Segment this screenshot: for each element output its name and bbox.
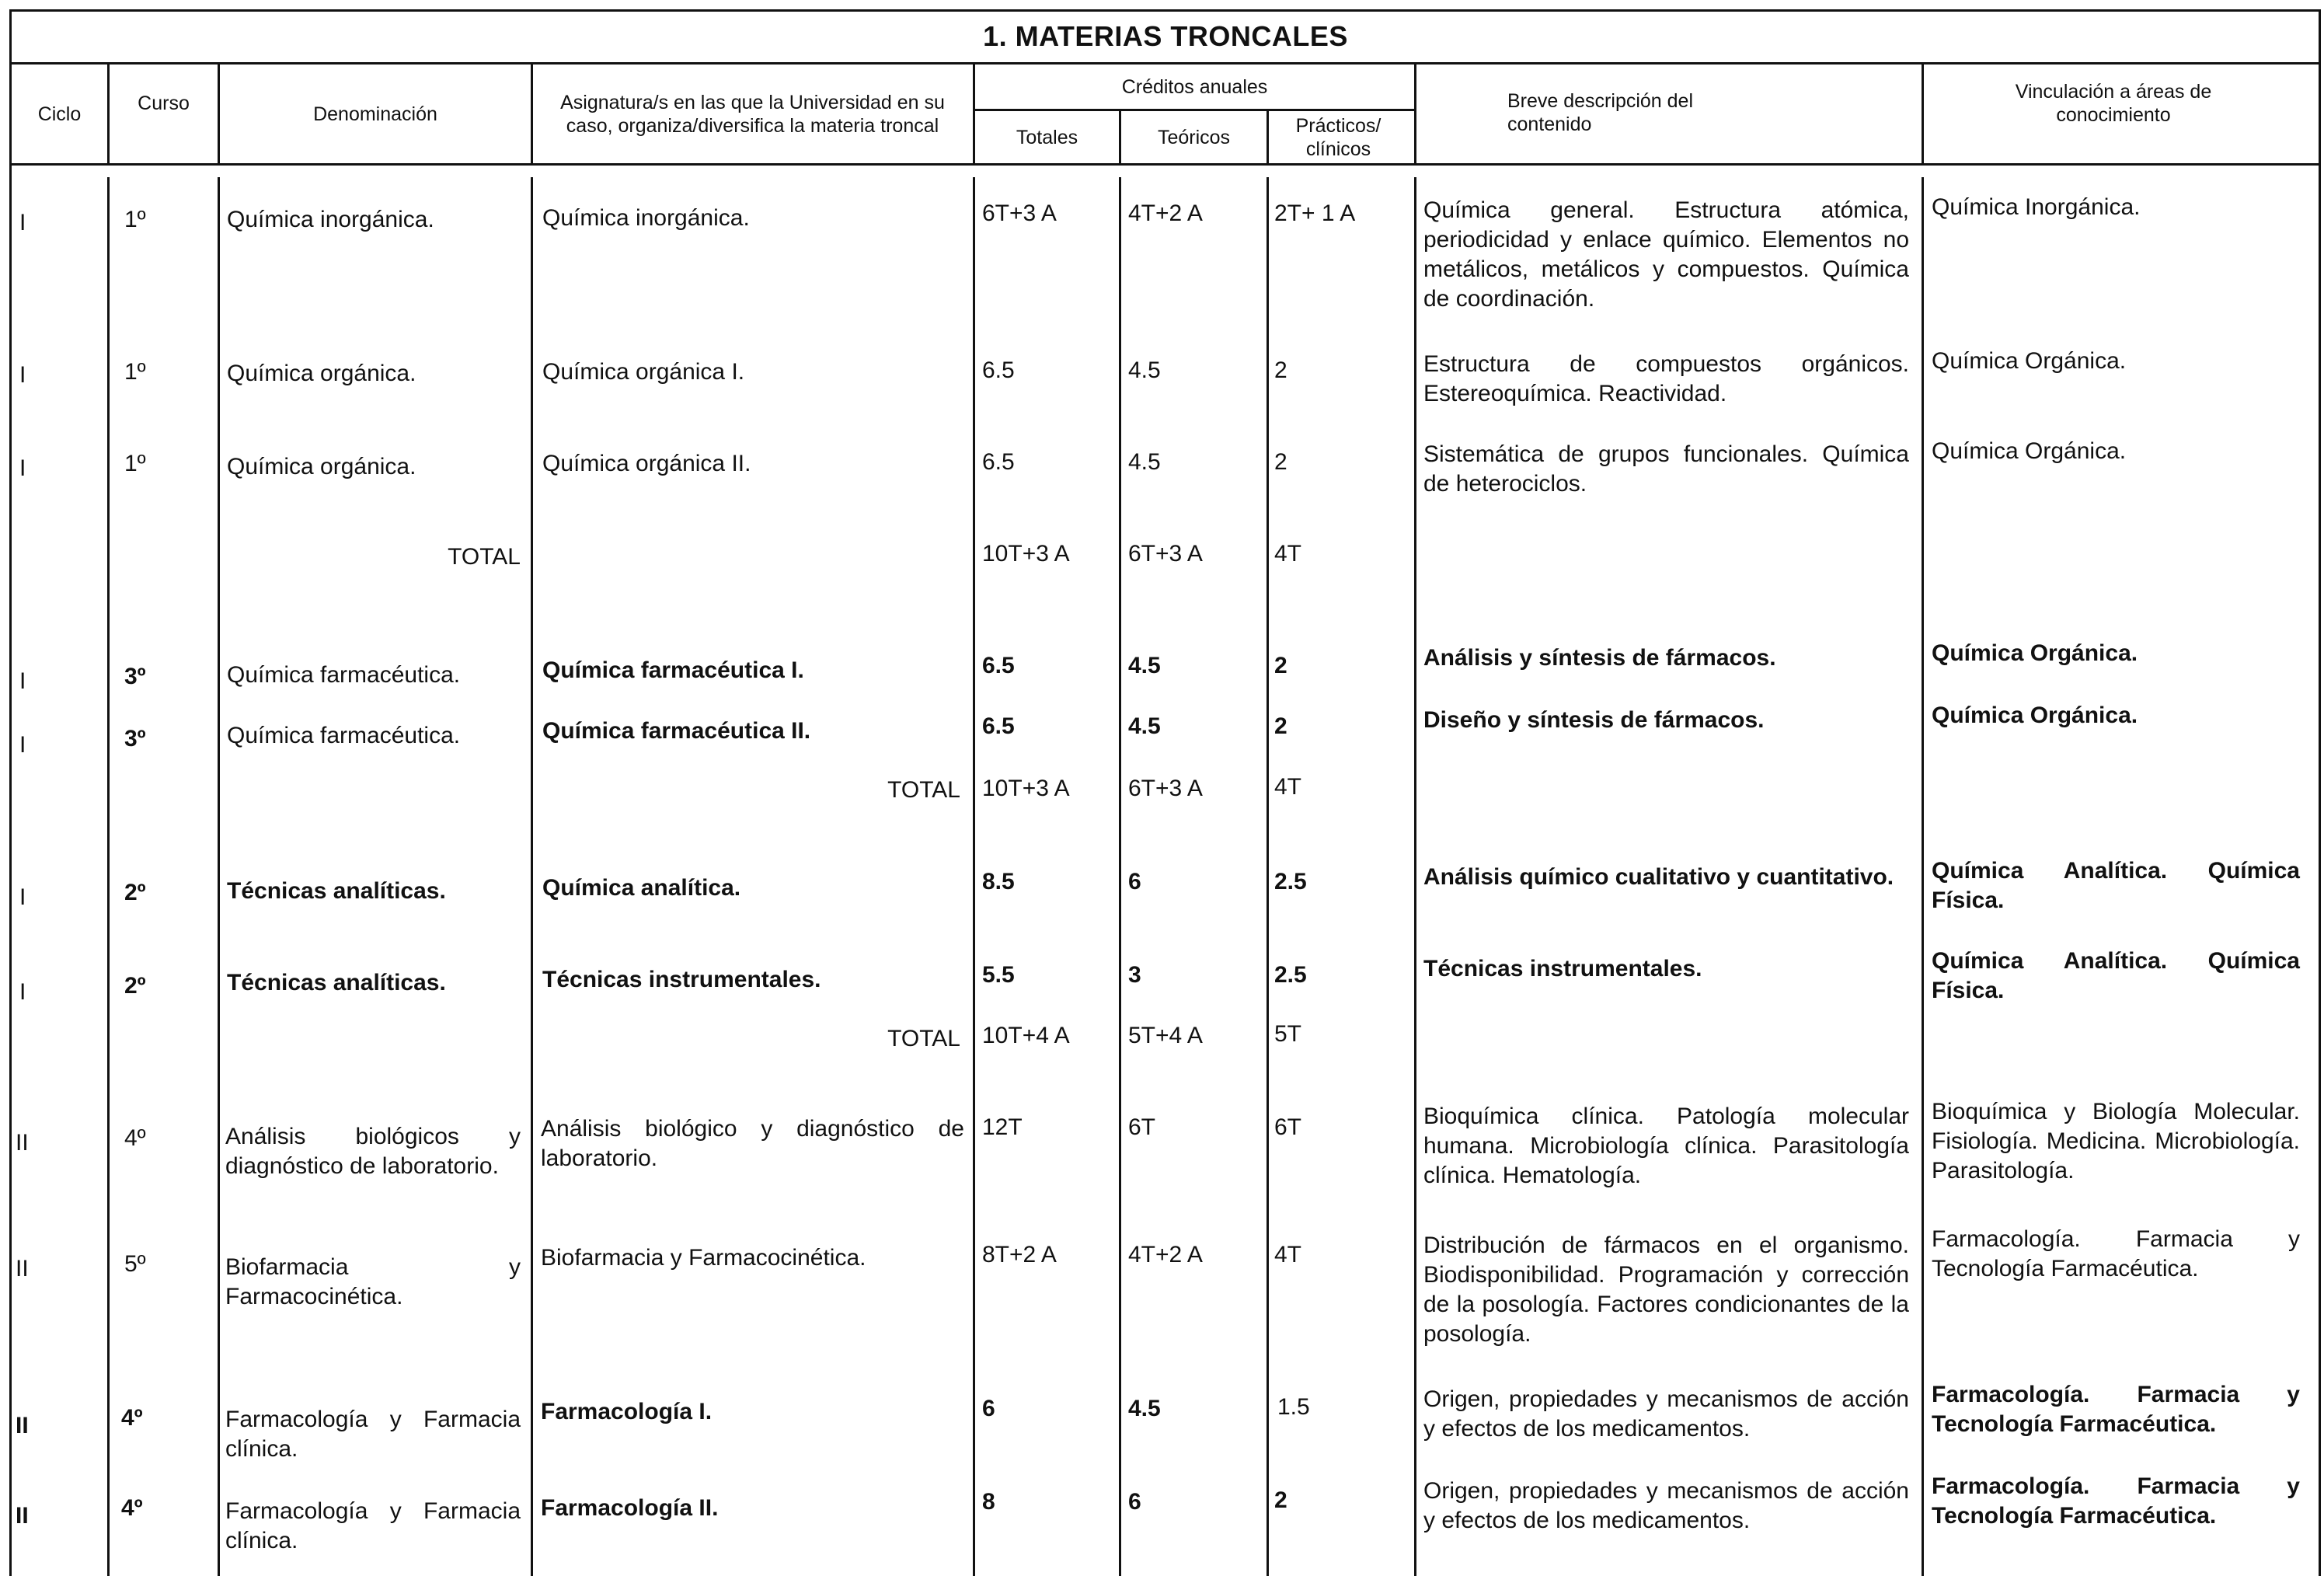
header-asignaturas: Asignatura/s en las que la Universidad en su caso, organiza/diversifica la materia troncal — [560, 92, 945, 137]
row-11-ciclo: II — [16, 1130, 29, 1156]
col-line-7 — [1414, 177, 1416, 1576]
row-9-denominacion: Técnicas analíticas. — [227, 970, 446, 995]
row-6-teoricos: 4.5 — [1128, 713, 1161, 739]
row-1-denominacion: Química inorgánica. — [227, 207, 434, 232]
row-11-descripcion: Bioquímica clínica. Patología molecular humana. Microbiología clínica. Parasitología clínica. Hematología. — [1423, 1104, 1909, 1188]
total-3-totales: 10T+4 A — [982, 1023, 1070, 1048]
row-3-curso: 1º — [124, 451, 146, 476]
row-11-denominacion: Análisis biológicos y diagnóstico de laboratorio. — [225, 1124, 521, 1179]
row-8-practicos: 2.5 — [1274, 869, 1307, 894]
row-14-practicos: 2 — [1274, 1487, 1287, 1513]
row-9-practicos: 2.5 — [1274, 962, 1307, 988]
row-8-vinculacion: Química Analítica. Química Física. — [1932, 858, 2300, 913]
row-3-teoricos: 4.5 — [1128, 449, 1161, 475]
row-14-totales: 8 — [982, 1489, 995, 1515]
row-5-asignatura: Química farmacéutica I. — [542, 657, 804, 683]
row-12-descripcion: Distribución de fármacos en el organismo. Biodisponibilidad. Programación y corrección de la posología. Factores condicionantes de la posología. — [1423, 1233, 1909, 1347]
frame-right — [2319, 9, 2321, 1576]
col-line-4 — [973, 177, 975, 1576]
row-1-totales: 6T+3 A — [982, 200, 1057, 226]
row-12-ciclo: II — [16, 1256, 29, 1281]
row-6-curso: 3º — [124, 726, 146, 751]
row-3-denominacion: Química orgánica. — [227, 454, 416, 479]
row-2-asignatura: Química orgánica I. — [542, 359, 745, 385]
row-6-denominacion: Química farmacéutica. — [227, 723, 461, 748]
row-8-descripcion: Análisis químico cualitativo y cuantitativo. — [1423, 864, 1894, 890]
row-11-teoricos: 6T — [1128, 1114, 1156, 1140]
col-line-1 — [107, 177, 110, 1576]
row-12-vinculacion: Farmacología. Farmacia y Tecnología Farmacéutica. — [1932, 1226, 2300, 1281]
row-5-totales: 6.5 — [982, 653, 1015, 678]
row-13-totales: 6 — [982, 1396, 995, 1421]
row-9-asignatura: Técnicas instrumentales. — [542, 967, 821, 992]
total-2-label: TOTAL — [887, 777, 960, 803]
row-1-vinculacion: Química Inorgánica. — [1932, 194, 2141, 220]
row-13-ciclo: II — [16, 1413, 29, 1438]
total-1-teoricos: 6T+3 A — [1128, 541, 1203, 567]
table-title: 1. MATERIAS TRONCALES — [983, 20, 1348, 52]
row-9-ciclo: I — [19, 979, 26, 1005]
row-14-ciclo: II — [16, 1503, 29, 1529]
row-11-asignatura: Análisis biológico y diagnóstico de laboratorio. — [541, 1116, 964, 1171]
row-1-teoricos: 4T+2 A — [1128, 200, 1203, 226]
row-11-vinculacion: Bioquímica y Biología Molecular. Fisiología. Medicina. Microbiología. Parasitología. — [1932, 1099, 2300, 1184]
row-9-descripcion: Técnicas instrumentales. — [1423, 956, 1702, 982]
row-13-denominacion: Farmacología y Farmacia clínica. — [225, 1407, 521, 1462]
col-line-5 — [1119, 177, 1121, 1576]
row-13-teoricos: 4.5 — [1128, 1396, 1161, 1421]
col-line-2 — [218, 177, 220, 1576]
row-13-descripcion: Origen, propiedades y mecanismos de acción y efectos de los medicamentos. — [1423, 1386, 1909, 1442]
row-1-practicos: 2T+ 1 A — [1274, 200, 1356, 226]
row-8-totales: 8.5 — [982, 869, 1015, 894]
row-3-descripcion: Sistemática de grupos funcionales. Química de heterociclos. — [1423, 441, 1909, 497]
row-14-descripcion: Origen, propiedades y mecanismos de acción y efectos de los medicamentos. — [1423, 1478, 1909, 1533]
row-6-asignatura: Química farmacéutica II. — [542, 718, 811, 744]
row-12-totales: 8T+2 A — [982, 1242, 1057, 1267]
row-2-vinculacion: Química Orgánica. — [1932, 348, 2127, 374]
row-5-teoricos: 4.5 — [1128, 653, 1161, 678]
row-5-practicos: 2 — [1274, 653, 1287, 678]
row-11-totales: 12T — [982, 1114, 1023, 1140]
row-14-asignatura: Farmacología II. — [541, 1495, 719, 1521]
row-14-denominacion: Farmacología y Farmacia clínica. — [225, 1498, 521, 1553]
row-13-vinculacion: Farmacología. Farmacia y Tecnología Farmacéutica. — [1932, 1382, 2300, 1437]
row-1-descripcion: Química general. Estructura atómica, periodicidad y enlace químico. Elementos no metálicos, metálicos y compuestos. Química de coordinación. — [1423, 197, 1909, 312]
row-11-practicos: 6T — [1274, 1114, 1302, 1140]
header-practicos: Prácticos/ clínicos — [1295, 114, 1382, 160]
header-curso: Curso — [138, 92, 190, 114]
row-14-curso: 4º — [121, 1495, 143, 1521]
row-13-asignatura: Farmacología I. — [541, 1399, 713, 1424]
total-2-teoricos: 6T+3 A — [1128, 776, 1203, 801]
row-12-teoricos: 4T+2 A — [1128, 1242, 1203, 1267]
row-3-totales: 6.5 — [982, 449, 1015, 475]
row-8-curso: 2º — [124, 880, 146, 905]
total-3-teoricos: 5T+4 A — [1128, 1023, 1203, 1048]
header-teoricos: Teóricos — [1157, 126, 1231, 148]
row-12-practicos: 4T — [1274, 1242, 1302, 1267]
total-2-practicos: 4T — [1274, 774, 1302, 800]
row-2-teoricos: 4.5 — [1128, 357, 1161, 383]
row-13-curso: 4º — [121, 1405, 143, 1431]
row-2-practicos: 2 — [1274, 357, 1287, 383]
hdr-col-line-3 — [531, 62, 533, 166]
row-2-ciclo: I — [19, 362, 26, 388]
hdr-col-line-6 — [1267, 109, 1269, 166]
row-5-denominacion: Química farmacéutica. — [227, 662, 461, 688]
row-2-curso: 1º — [124, 359, 146, 385]
total-1-practicos: 4T — [1274, 541, 1302, 567]
row-5-ciclo: I — [19, 668, 26, 694]
row-6-vinculacion: Química Orgánica. — [1932, 703, 2138, 728]
row-5-descripcion: Análisis y síntesis de fármacos. — [1423, 645, 1776, 671]
total-1-totales: 10T+3 A — [982, 541, 1070, 567]
total-3-practicos: 5T — [1274, 1021, 1302, 1047]
row-6-practicos: 2 — [1274, 713, 1287, 739]
row-9-curso: 2º — [124, 973, 146, 999]
total-2-totales: 10T+3 A — [982, 776, 1070, 801]
row-9-totales: 5.5 — [982, 962, 1015, 988]
row-8-teoricos: 6 — [1128, 869, 1141, 894]
row-5-curso: 3º — [124, 664, 146, 689]
row-12-denominacion: Biofarmacia y Farmacocinética. — [225, 1254, 521, 1309]
row-9-vinculacion: Química Analítica. Química Física. — [1932, 948, 2300, 1003]
row-14-vinculacion: Farmacología. Farmacia y Tecnología Farmacéutica. — [1932, 1473, 2300, 1529]
row-2-totales: 6.5 — [982, 357, 1015, 383]
row-9-teoricos: 3 — [1128, 962, 1141, 988]
row-1-asignatura: Química inorgánica. — [542, 205, 750, 231]
hdr-col-line-7 — [1414, 62, 1416, 166]
row-2-denominacion: Química orgánica. — [227, 361, 416, 386]
header-vinculacion: Vinculación a áreas de conocimiento — [2015, 81, 2212, 126]
frame-left — [9, 9, 12, 1576]
col-line-3 — [531, 177, 533, 1576]
header-descripcion: Breve descripción del contenido — [1507, 90, 1694, 135]
header-ciclo: Ciclo — [37, 103, 82, 125]
header-bottom-line — [9, 163, 2321, 166]
header-totales: Totales — [1016, 126, 1078, 148]
row-12-curso: 5º — [124, 1251, 146, 1277]
hdr-col-line-8 — [1922, 62, 1924, 166]
row-3-ciclo: I — [19, 455, 26, 481]
row-8-asignatura: Química analítica. — [542, 875, 741, 901]
row-6-ciclo: I — [19, 732, 26, 758]
row-13-practicos: 1.5 — [1277, 1394, 1310, 1420]
row-3-asignatura: Química orgánica II. — [542, 451, 751, 476]
header-creditos: Créditos anuales — [1121, 76, 1268, 98]
row-1-curso: 1º — [124, 207, 146, 232]
row-14-teoricos: 6 — [1128, 1489, 1141, 1515]
row-8-ciclo: I — [19, 884, 26, 910]
row-8-denominacion: Técnicas analíticas. — [227, 878, 446, 904]
row-3-vinculacion: Química Orgánica. — [1932, 438, 2127, 464]
row-11-curso: 4º — [124, 1125, 146, 1151]
header-denominacion: Denominación — [313, 103, 437, 125]
title-separator — [9, 62, 2321, 65]
col-line-6 — [1267, 177, 1269, 1576]
row-6-totales: 6.5 — [982, 713, 1015, 739]
total-1-label: TOTAL — [448, 544, 521, 570]
col-line-8 — [1922, 177, 1924, 1576]
row-6-descripcion: Diseño y síntesis de fármacos. — [1423, 707, 1765, 733]
row-5-vinculacion: Química Orgánica. — [1932, 640, 2138, 666]
total-3-label: TOTAL — [887, 1026, 960, 1051]
row-3-practicos: 2 — [1274, 449, 1287, 475]
row-2-descripcion: Estructura de compuestos orgánicos. Estereoquímica. Reactividad. — [1423, 351, 1909, 406]
row-1-ciclo: I — [19, 210, 26, 235]
row-12-asignatura: Biofarmacia y Farmacocinética. — [541, 1245, 866, 1271]
